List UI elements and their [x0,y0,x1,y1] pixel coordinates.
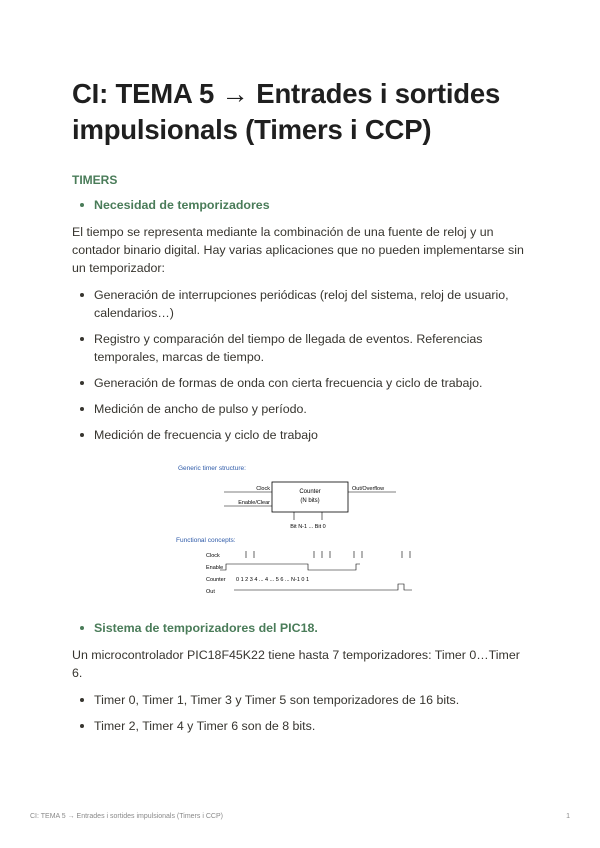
row-out-label: Out [206,589,215,595]
list-item: Timer 0, Timer 1, Timer 3 y Timer 5 son temporizadores de 16 bits. [72,691,532,709]
footer-title: CI: TEMA 5 → Entrades i sortides impulsionals (Timers i CCP) [30,813,223,820]
enable-label: Enable/Clear [238,500,270,506]
clock-pulses [246,551,410,558]
row-counter-label: Counter [206,577,226,583]
page-number: 1 [566,813,570,820]
counter-values: 0 1 2 3 4 ... 4 ... 5 6 ... N-1 0 1 [236,577,310,583]
list-item: Generación de interrupciones periódicas (reloj del sistema, reloj de usuario, calendarios…) [72,286,532,322]
page-content [72,76,532,735]
clock-label: Clock [256,486,270,492]
row-clock-label: Clock [206,553,220,559]
page-footer [30,813,570,820]
page-title: CI: TEMA 5 → Entrades i sortides impulsionals (Timers i CCP) [72,78,501,145]
enable-wave [220,564,360,570]
heading-sistema-pic18: Sistema de temporizadores del PIC18. [72,619,532,637]
row-enable-label: Enable [206,565,224,571]
counter-box [272,482,348,512]
out-label: Out/Overflow [352,486,385,492]
applications-list [72,286,532,444]
intro-paragraph: El tiempo se representa mediante la combinación de una fuente de reloj y un contador binario digital. Hay varias aplicaciones que no pueden implementarse sin un temporizador: [72,225,524,275]
section-label-timers: TIMERS [72,173,118,187]
list-item: Medición de ancho de pulso y período. [72,400,532,418]
list-item: Registro y comparación del tiempo de llegada de eventos. Referencias temporales, marcas de tiempo. [72,330,532,366]
pic-timers-list [72,691,532,735]
bit-labels: Bit N-1 ... Bit 0 [290,524,326,530]
counter-bits-label: (N bits) [300,498,320,504]
list-item: Generación de formas de onda con cierta frecuencia y ciclo de trabajo. [72,374,532,392]
out-wave [234,584,412,590]
timer-structure-figure [176,462,426,600]
figure-functional-title: Functional concepts: [176,537,236,544]
figure-generic-title: Generic timer structure: [178,465,246,472]
list-item: Medición de frecuencia y ciclo de trabajo [72,426,532,444]
counter-label: Counter [299,489,321,495]
heading-necesidad: Necesidad de temporizadores [72,196,532,214]
list-item: Timer 2, Timer 4 y Timer 6 son de 8 bits. [72,717,532,735]
pic-intro-paragraph: Un microcontrolador PIC18F45K22 tiene hasta 7 temporizadores: Timer 0…Timer 6. [72,648,520,680]
